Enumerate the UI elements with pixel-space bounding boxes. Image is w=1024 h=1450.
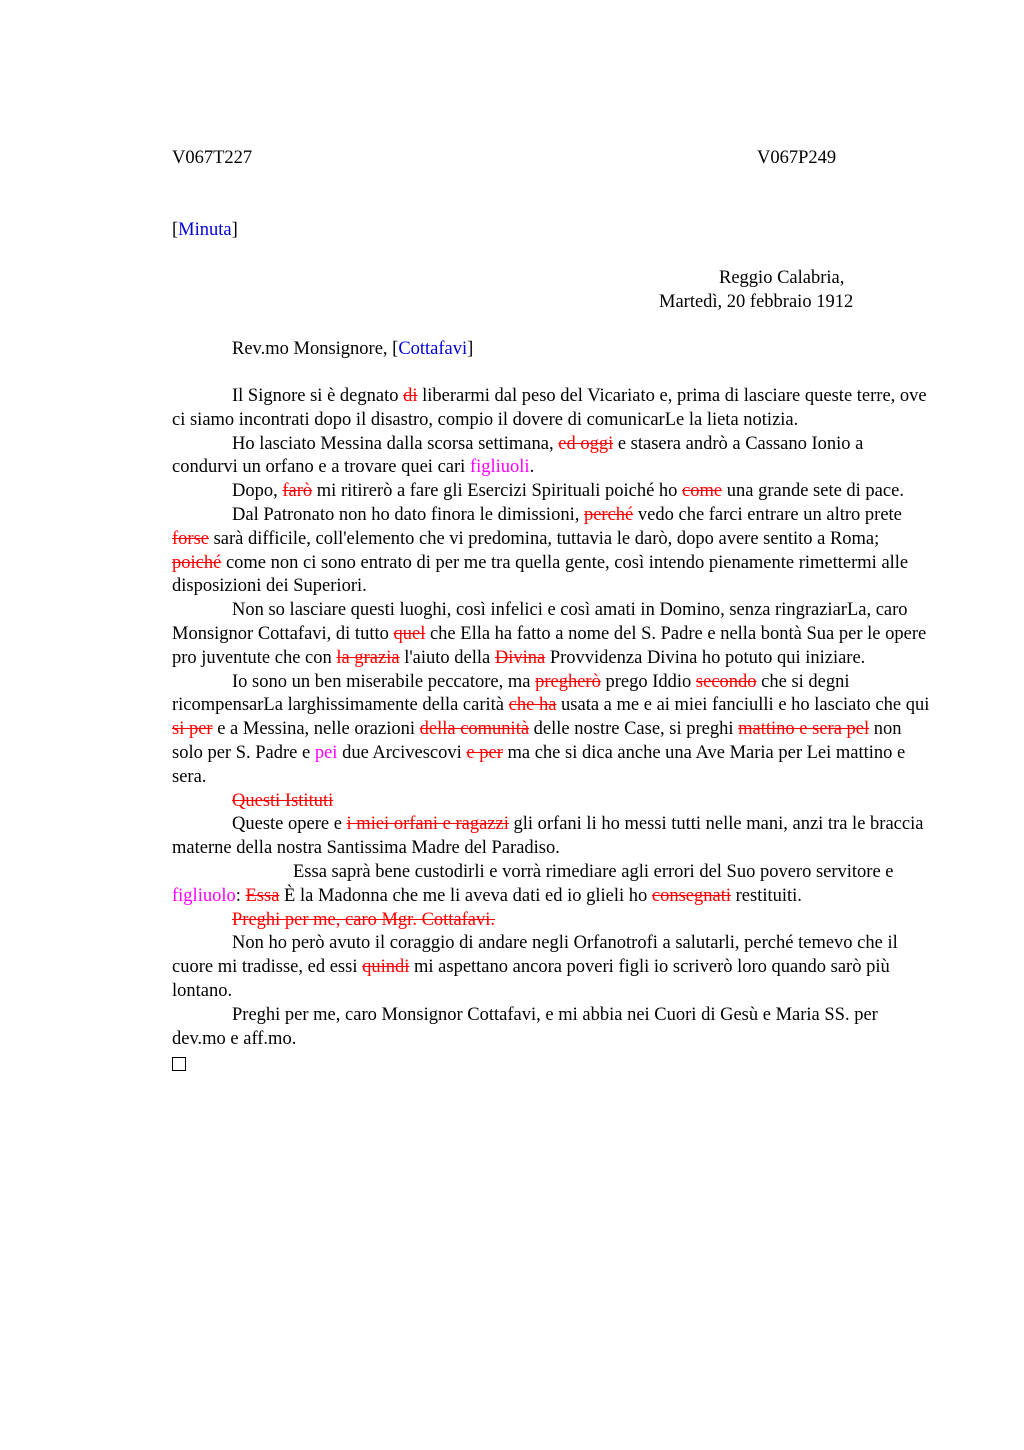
left-code: V067T227: [172, 148, 253, 168]
text: Io sono un ben miserabile peccatore, ma: [232, 671, 536, 692]
text: sarà difficile, coll'elemento che vi predomina, tuttavia le darò, dopo avere sentito a Roma;: [208, 528, 880, 549]
deleted-text: forse: [172, 528, 209, 549]
paragraph-4: [172, 504, 932, 599]
emended-text: pei: [314, 742, 338, 763]
text: mi ritirerò a fare gli Esercizi Spirituali poiché ho: [312, 481, 683, 502]
deleted-text: consegnati: [651, 885, 731, 906]
text: Essa saprà bene custodirli e vorrà rimediare agli errori del Suo povero servitore e: [293, 861, 894, 882]
deleted-text: perché: [583, 504, 634, 525]
deleted-text: farò: [282, 481, 313, 502]
text: gli orfani li ho messi tutti nelle mani, anzi tra le braccia materne della nostra Santissima Madre del Paradiso.: [172, 814, 924, 859]
paragraph-11: [172, 932, 932, 1003]
deleted-text: la grazia: [336, 647, 400, 668]
minuta-label: [Minuta]: [172, 220, 238, 240]
text: prego Iddio: [600, 671, 696, 692]
text: usata a me e ai miei fanciulli e ho lasciato che qui: [556, 695, 930, 716]
deleted-text: della comunità: [419, 719, 530, 740]
text: che Ella ha fatto a nome del S. Padre e nella bontà Sua per le opere pro juventute che con: [172, 623, 927, 668]
text: e stasera andrò a Cassano Ionio a condurvi un orfano e a trovare quei cari: [172, 433, 864, 478]
deleted-text: quindi: [362, 957, 410, 978]
paragraph-6: [172, 671, 932, 790]
text: Dopo,: [232, 481, 283, 502]
paragraph-9: [172, 861, 932, 909]
deleted-text: di: [403, 386, 418, 406]
deleted-text: Questi Istituti: [232, 790, 334, 811]
deleted-text: Preghi per me, caro Mgr. Cottafavi.: [232, 909, 496, 930]
emended-text: figliuolo: [172, 885, 236, 906]
text: Provvidenza Divina ho potuto qui iniziare.: [545, 647, 866, 668]
deleted-text: e per: [466, 742, 503, 763]
deleted-text: poiché: [172, 552, 222, 573]
minuta-text: Minuta: [178, 220, 232, 240]
paragraph-10: [172, 909, 932, 933]
deleted-text: pregherò: [535, 671, 601, 692]
text: delle nostre Case, si preghi: [529, 719, 739, 740]
end-marker: [172, 1051, 932, 1079]
text: Non ho però avuto il coraggio di andare negli Orfanotrofi a salutarli, perché temevo che il cuore mi tradisse, ed essi: [172, 933, 898, 978]
salutation-text: Rev.mo Monsignore, [: [232, 339, 399, 359]
dateline-date: Martedì, 20 febbraio 1912: [659, 292, 854, 312]
deleted-text: secondo: [695, 671, 757, 692]
deleted-text: Divina: [494, 647, 546, 668]
deleted-text: si per: [172, 719, 213, 740]
text: .: [529, 457, 535, 478]
text: Dal Patronato non ho dato finora le dimissioni,: [232, 504, 584, 525]
dateline-place: Reggio Calabria,: [719, 268, 845, 288]
square-icon: [172, 1057, 186, 1071]
text: restituiti.: [731, 885, 802, 906]
text: Non so lasciare questi luoghi, così infelici e così amati in Domino, senza ringraziarLa, caro Monsignor Cottafavi, di tutto: [172, 600, 908, 644]
text: vedo che farci entrare un altro prete: [633, 504, 902, 525]
text: due Arcivescovi: [337, 742, 467, 763]
text: e a Messina, nelle orazioni: [212, 719, 420, 740]
deleted-text: come: [682, 481, 723, 502]
deleted-text: che ha: [508, 695, 557, 716]
deleted-text: quel: [393, 623, 426, 644]
paragraph-2: [172, 433, 932, 481]
salutation-close: ]: [467, 339, 474, 359]
text: liberarmi dal peso del Vicariato e, prima di lasciare queste terre, ove ci siamo incontrati dopo il disastro, compio il dovere di comunicarLe la lieta notizia.: [172, 386, 927, 430]
text: Il Signore si è degnato: [232, 386, 404, 406]
emended-text: figliuoli: [469, 457, 530, 478]
text: Preghi per me, caro Monsignor Cottafavi, e mi abbia nei Cuori di Gesù e Maria SS. per dev.mo e aff.mo.: [172, 1004, 878, 1049]
letter-body: [172, 385, 932, 1079]
text: l'aiuto della: [399, 647, 495, 668]
text: È la Madonna che me li aveva dati ed io glieli ho: [279, 885, 652, 906]
deleted-text: ed oggi: [558, 433, 614, 454]
deleted-text: Essa: [245, 885, 280, 906]
text: una grande sete di pace.: [722, 481, 904, 502]
text: :: [235, 885, 246, 906]
paragraph-5: [172, 599, 932, 670]
text: come non ci sono entrato di per me tra quella gente, così intendo pienamente rimettermi alle disposizioni dei Superiori.: [172, 552, 909, 597]
text: Ho lasciato Messina dalla scorsa settimana,: [232, 433, 559, 454]
text: mi aspettano ancora poveri figli io scriverò loro quando sarò più lontano.: [172, 957, 890, 1001]
salutation: [232, 337, 473, 361]
text: ma che si dica anche una Ave Maria per Lei mattino e sera.: [172, 742, 906, 787]
salutation-name: Cottafavi: [398, 339, 468, 359]
right-code: V067P249: [757, 148, 837, 168]
deleted-text: i miei orfani e ragazzi: [346, 814, 509, 835]
paragraph-7: [172, 790, 932, 814]
paragraph-3: [172, 480, 932, 504]
deleted-text: mattino e sera pel: [738, 719, 870, 740]
text: non solo per S. Padre e: [172, 719, 902, 763]
text: Queste opere e: [232, 814, 347, 835]
text: che si degni ricompensarLa larghissimamente della carità: [172, 671, 850, 716]
paragraph-1: [172, 385, 932, 433]
paragraph-8: [172, 813, 932, 861]
paragraph-12: [172, 1004, 932, 1052]
